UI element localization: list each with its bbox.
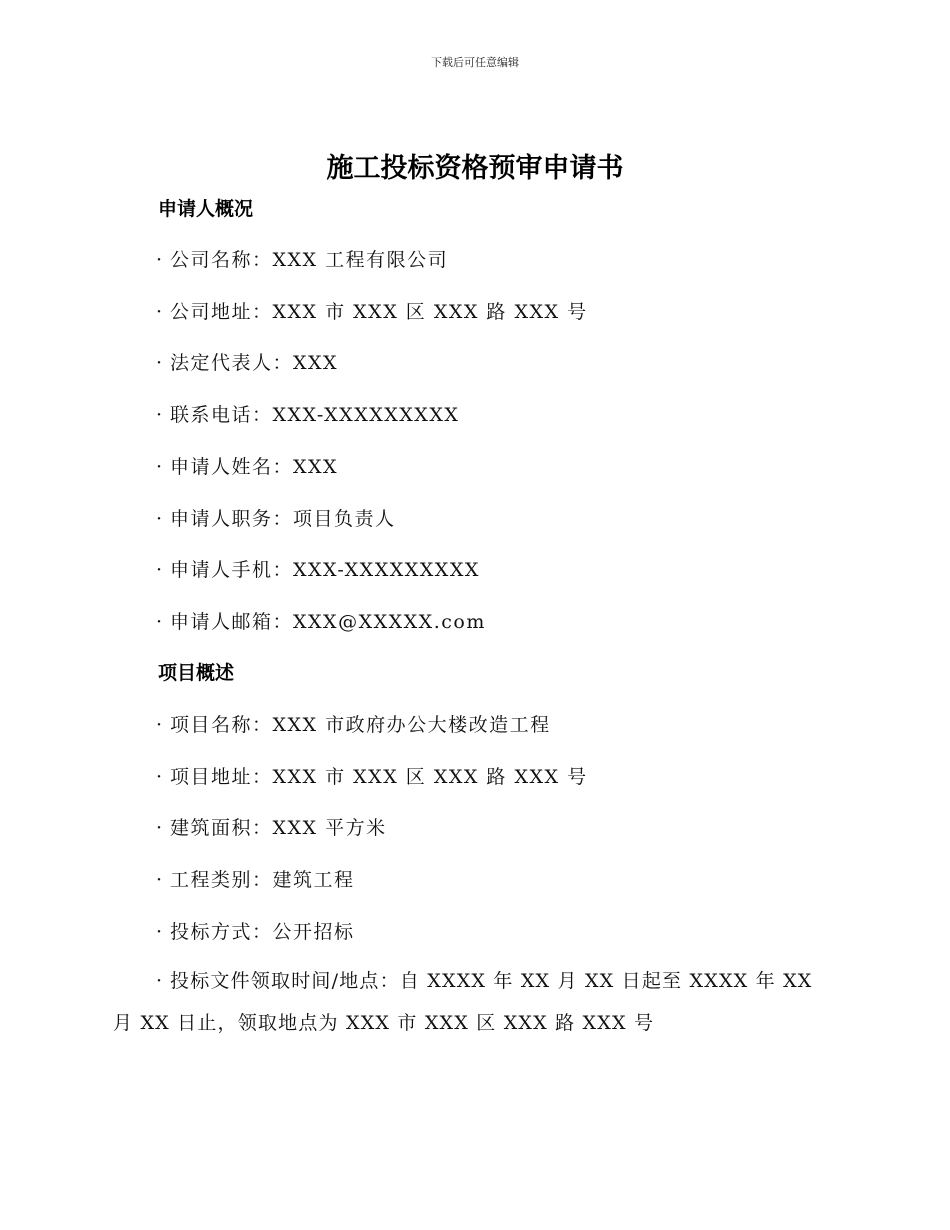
list-item-bidding-method <box>156 917 355 944</box>
list-item-applicant-position <box>156 504 396 531</box>
bullet: · <box>156 611 164 633</box>
list-item-company-name <box>156 245 448 272</box>
item-text: 公司名称：XXX 工程有限公司 <box>170 249 449 271</box>
bullet: · <box>156 559 164 581</box>
item-text: 项目名称：XXX 市政府办公大楼改造工程 <box>170 714 551 736</box>
item-text: 申请人手机：XXX-XXXXXXXXX <box>170 559 480 581</box>
item-text: 建筑面积：XXX 平方米 <box>170 817 387 839</box>
item-text: 投标文件领取时间/地点：自 XXXX 年 XX 月 XX 日起至 XXXX 年 XX 月 XX 日止，领取地点为 XXX 市 XXX 区 XXX 路 XXX 号 <box>113 970 813 1034</box>
list-item-applicant-mobile <box>156 555 480 582</box>
item-text: 申请人姓名：XXX <box>170 456 339 478</box>
item-text: 工程类别：建筑工程 <box>170 869 355 891</box>
bullet: · <box>156 249 164 271</box>
list-item-project-address <box>156 762 588 789</box>
item-text: 申请人邮箱：XXX@XXXXX.com <box>170 611 486 633</box>
list-item-applicant-email <box>156 607 486 634</box>
item-text: 法定代表人：XXX <box>170 352 339 374</box>
section-heading-applicant: 申请人概况 <box>158 198 254 220</box>
list-item-company-address <box>156 297 588 324</box>
list-item-project-name <box>156 710 551 737</box>
item-text: 项目地址：XXX 市 XXX 区 XXX 路 XXX 号 <box>170 766 588 788</box>
item-text: 申请人职务：项目负责人 <box>170 508 396 530</box>
bullet: · <box>156 766 164 788</box>
bullet: · <box>156 714 164 736</box>
bullet: · <box>156 404 164 426</box>
bullet: · <box>156 508 164 530</box>
section-heading-project: 项目概述 <box>158 662 235 684</box>
list-item-building-area <box>156 813 387 840</box>
bullet: · <box>156 301 164 323</box>
list-item-legal-representative <box>156 348 338 375</box>
header-note: 下载后可任意编辑 <box>431 56 519 69</box>
bullet: · <box>156 817 164 839</box>
document-title: 施工投标资格预审申请书 <box>326 153 624 184</box>
list-item-bid-document-collection <box>113 960 825 1044</box>
item-text: 公司地址：XXX 市 XXX 区 XXX 路 XXX 号 <box>170 301 588 323</box>
bullet: · <box>156 456 164 478</box>
bullet: · <box>156 921 164 943</box>
item-text: 联系电话：XXX-XXXXXXXXX <box>170 404 460 426</box>
list-item-contact-phone <box>156 400 459 427</box>
list-item-project-category <box>156 865 355 892</box>
bullet: · <box>156 970 164 992</box>
bullet: · <box>156 352 164 374</box>
item-text: 投标方式：公开招标 <box>170 921 355 943</box>
bullet: · <box>156 869 164 891</box>
list-item-applicant-name <box>156 452 338 479</box>
